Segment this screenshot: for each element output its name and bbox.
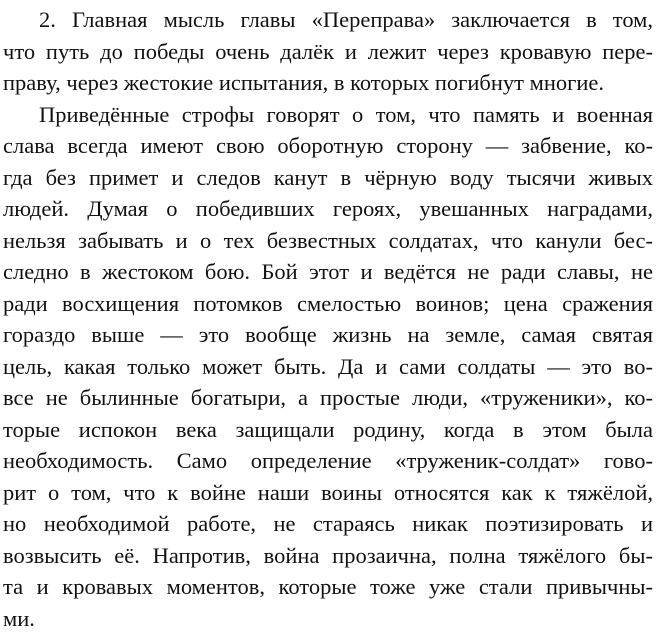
text-line: 2. Главная мысль главы «Переправа» заключается в том, (3, 4, 653, 36)
text-line: слава всегда имеют свою оборотную сторону — забвение, ко- (3, 130, 653, 162)
text-line: что путь до победы очень далёк и лежит через кровавую пере- (3, 36, 653, 68)
text-line: ми. (3, 603, 653, 634)
text-line: цель, какая только может быть. Да и сами солдаты — это во- (3, 351, 653, 383)
paragraph-main-idea (3, 4, 653, 99)
text-line: торые испокон века защищали родину, когда в этом была (3, 414, 653, 446)
text-line: Приведённые строфы говорят о том, что память и военная (3, 99, 653, 131)
text-line: людей. Думая о победивших героях, увешанных наградами, (3, 193, 653, 225)
text-line: нельзя забывать и о тех безвестных солдатах, что канули бес- (3, 225, 653, 257)
text-line: та и кровавых моментов, которые тоже уже стали привычны- (3, 571, 653, 603)
text-line: необходимость. Само определение «труженик-солдат» гово- (3, 445, 653, 477)
text-line: гораздо выше — это вообще жизнь на земле, самая святая (3, 319, 653, 351)
text-line: гда без примет и следов канут в чёрную воду тысячи живых (3, 162, 653, 194)
paragraph-analysis (3, 99, 653, 634)
text-line: ради восхищения потомков смелостью воинов; цена сражения (3, 288, 653, 320)
text-line: праву, через жестокие испытания, в которых погибнут многие. (3, 67, 653, 99)
text-line: все не былинные богатыри, а простые люди, «труженики», ко- (3, 382, 653, 414)
text-line: возвысить её. Напротив, война прозаична, полна тяжёлого бы- (3, 540, 653, 572)
text-line: но необходимой работе, не стараясь никак поэтизировать и (3, 508, 653, 540)
text-line: следно в жестоком бою. Бой этот и ведётся не ради славы, не (3, 256, 653, 288)
text-line: рит о том, что к войне наши воины относятся как к тяжёлой, (3, 477, 653, 509)
